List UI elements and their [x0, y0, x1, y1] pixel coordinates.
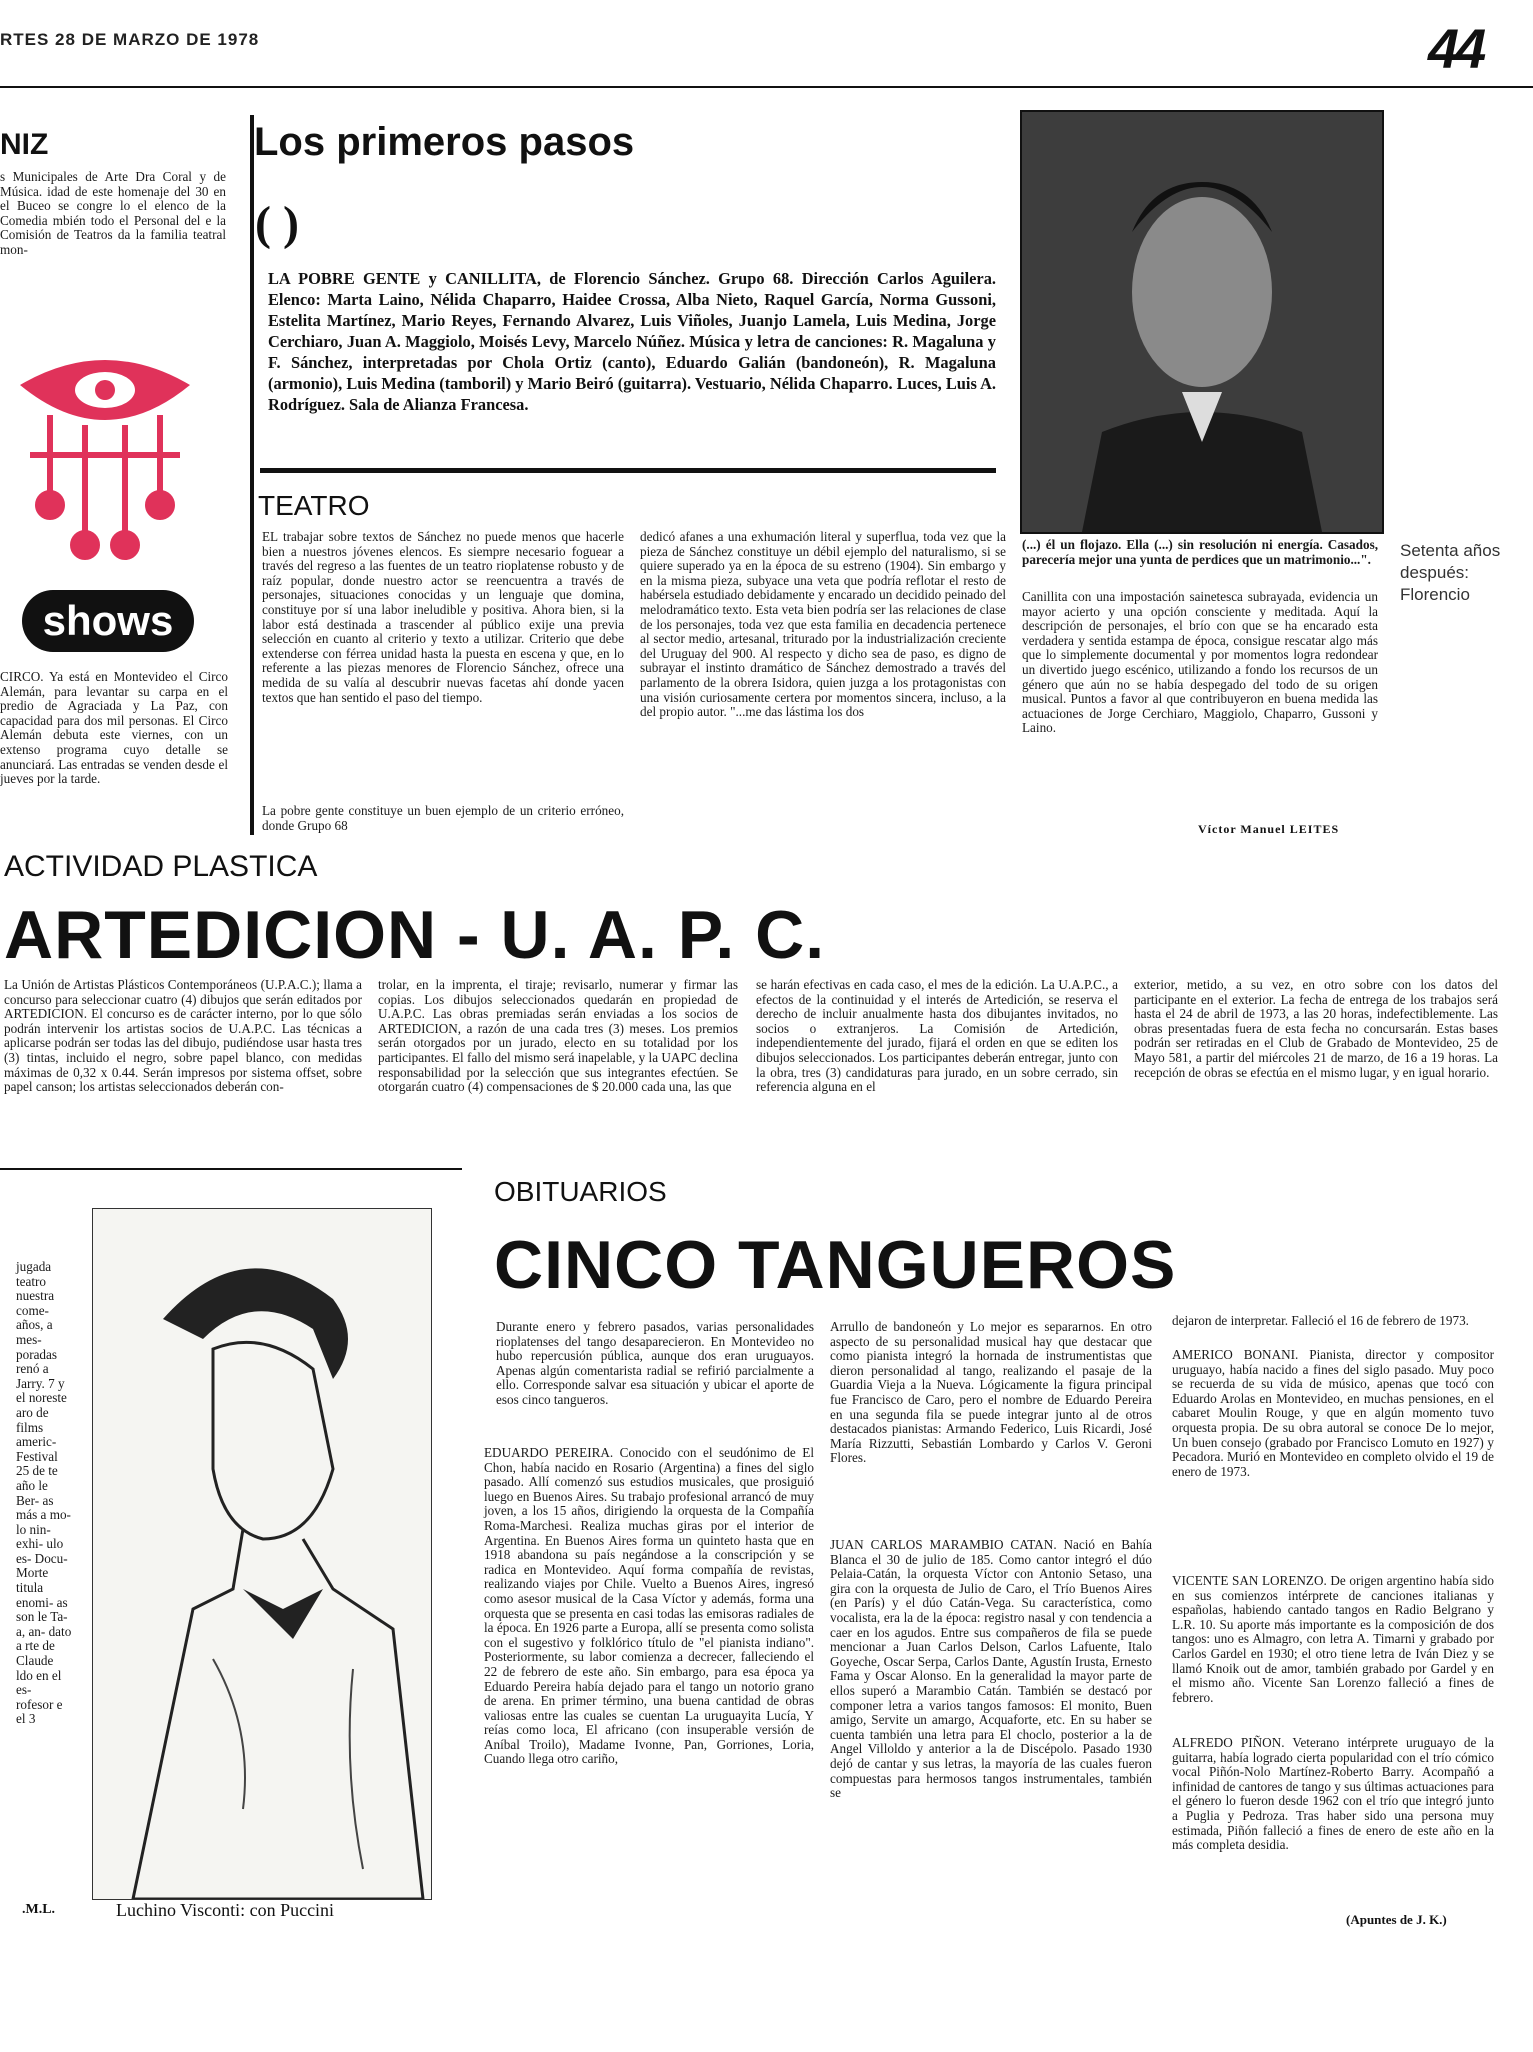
obituarios-col3b: AMERICO BONANI. Pianista, director y compositor uruguayo, había nacido a fines del siglo pasado. Muy poco se recuerda de su vida de músico, apenas que tocó con Eduardo Arolas en Montevideo, en muchas pensiones, en el cabaret Moulin Rouge, y que en algún momento tuvo orquesta propia. De su obra autoral se conoce De lo mejor, Un buen consejo (grabado por Francisco Lomuto en 1927) y Pecadora. Murió en Montevideo en completo olvido el 19 de enero de 1973.: [1172, 1347, 1494, 1479]
shows-text: CIRCO. Ya está en Montevideo el Circo Alemán, para levantar su carpa en el predio de Agraciada y La Paz, con capacidad para dos mil personas. El Circo Alemán debuta este viernes, con un extenso programa cuyo detalle se anunciará. Las entradas se venden desde el jueves por la tarde.: [0, 669, 228, 787]
teatro-title: Los primeros pasos: [254, 120, 635, 164]
eye-illustration: [10, 345, 200, 570]
obituarios-col3: dejaron de interpretar. Falleció el 16 de febrero de 1973.: [1172, 1313, 1469, 1328]
plastica-col4: exterior, metido, a su vez, en otro sobre con los datos del participante en el exterior. La fecha de entrega de los trabajos será hasta el 24 de abril de 1973, a las 20 horas, indefectiblemente. Las obras presentadas fuera de esta fecha no concursarán. Estas bases podrán ser retiradas en el Club de Grabado de Montevideo, 25 de Mayo 581, a partir del miércoles 21 de marzo, de 16 a 19 horas. La recepción de obras se efectúa en el mismo lugar, y en igual horario.: [1134, 977, 1498, 1080]
play-credits: LA POBRE GENTE y CANILLITA, de Florencio Sánchez. Grupo 68. Dirección Carlos Aguilera. Elenco: Marta Laino, Nélida Chaparro, Haidee Crossa, Alba Nieto, Raquel García, Norma Gussoni, Estelita Martínez, Mario Reyes, Fernando Alvarez, Luis Viñoles, Juanjo Lamela, Luis Medina, Jorge Cerchiaro, Juan A. Maggiolo, Moisés Levy, Marcelo Núñez. Música y letra de canciones: R. Magaluna y F. Sánchez, interpretadas por Chola Ortiz (canto), Eduardo Galián (bandoneón), R. Magaluna (armonio), Luis Medina (tamboril) y Mario Beiró (guitarra). Vestuario, Nélida Chaparro. Luces, Luis A. Rodríguez. Sala de Alianza Francesa.: [268, 269, 996, 414]
left-bottom-box: [0, 1168, 462, 1170]
teatro-signature: Víctor Manuel LEITES: [1198, 822, 1340, 836]
plastica-col2: trolar, en la imprenta, el tiraje; revisarlo, numerar y firmar las copias. Los dibujos seleccionados quedarán en propiedad de U.A.P.C. Las obras premiadas serán enviadas a los socios de ARTEDICION, a razón de una cada tres (3) meses. Los premios serán otorgados por un jurado, electo en su totalidad por los participantes. El fallo del mismo será inapelable, y la UAPC declina responsabilidad por la selección que sus integrantes efectúen. Se otorgarán cuatro (4) compensaciones de $ 20.000 cada una, las que: [378, 977, 738, 1095]
obituarios-signature: (Apuntes de J. K.): [1346, 1912, 1447, 1927]
photo-caption: Setenta años después: Florencio: [1400, 541, 1501, 604]
left-bottom-text: jugada teatro nuestra come- años, a mes- poradas renó a Jarry. 7 y el noreste aro de films americ- Festival 25 de te año le Ber- as más a mo- lo nin- exhi- ulo es- Docu- Morte titula enomi- as son le Ta- a, an- dato a rte de Claude ldo en el es- rofesor e el 3: [16, 1259, 72, 1727]
teatro-col1b: La pobre gente constituye un buen ejemplo de un criterio erróneo, donde Grupo 68: [262, 803, 624, 833]
teatro-section-label: TEATRO: [258, 490, 370, 521]
teatro-col3: (...) él un flojazo. Ella (...) sin resolución ni energía. Casados, parecería mejor una yunta de perdices que un matrimonio...".: [1022, 537, 1378, 567]
page-number: 44: [1428, 17, 1483, 80]
obituarios-col2: Arrullo de bandoneón y Lo mejor es separarnos. En otro aspecto de su personalidad musical hay que destacar que como pianista integró la hornada de instrumentistas que dieron personalidad al tango, realizando el pasaje de la Guardia Vieja a la Nueva. Lógicamente la figura principal fue Francisco de Caro, pero el nombre de Eduardo Pereira en una segunda fila se puede integrar junto al de otros destacados pianistas: Armando Federico, Luis Ricardi, José María Rizzutti, Sebastián Lombardo y Carlos V. Geroni Flores.: [830, 1319, 1152, 1466]
left-column-text: s Municipales de Arte Dra Coral y de Música. idad de este homenaje del 30 en el Buceo se congre lo el elenco de la Comedia mbién todo el Personal del e la Comisión de Teatros da la familia teatral mon-: [0, 169, 226, 257]
teatro-col2: dedicó afanes a una exhumación literal y superflua, toda vez que la pieza de Sánchez constituye un débil ejemplo del naturalismo, si se quiere superado ya en la época de su estreno (1904). Sin embargo y en la misma pieza, subyace una veta que podría reflotar el resto de habérsela estudiado debidamente y encarado un decidido peinado del melodramático texto. Esta veta bien podría ser las relaciones de clase de los personajes, toda vez que esta familia en decadencia pertenece al sector medio, artesanal, triturado por la industrialización creciente del Uruguay del 900. Al respecto y dicho sea de paso, es digno de subrayar el instinto dramático de Sánchez demostrado a través del parlamento de la obrera Isidora, quien juzga a los protagonistas con una visión curiosamente certera por momentos sincera, incluso, a la del propio autor. "...me das lástima los dos: [640, 529, 1006, 720]
plastica-col3: se harán efectivas en cada caso, el mes de la edición. La U.A.P.C., a efectos de la continuidad y el interés de Artedición, se reserva el derecho de incluir anualmente hasta dos dibujantes invitados, no socios o extranjeros. La Comisión de Artedición, independientemente del jurado, fijará el orden en que se editen los dibujos seleccionados. Los participantes deberán entregar, junto con la obra, tres (3) candidaturas para jurado, en un sobre cerrado, sin referencia alguna en el: [756, 977, 1118, 1095]
obituarios-col3c: VICENTE SAN LORENZO. De origen argentino había sido en sus comienzos intérprete de canciones italianas y españolas, habiendo cantado tangos en Radio Belgrano y L.R. 10. Su aporte más importante es la composición de dos tangos: uno es Almagro, con letra A. Timarni y grabado por Carlos Gardel en 1930; el otro tiene letra de Iván Diez y se llamó Knoik out de amor, también grabado por Gardel y en el mismo año. Vicente San Lorenzo falleció a fines de febrero.: [1172, 1573, 1494, 1705]
page-header: [0, 0, 1533, 90]
obituarios-col2b: JUAN CARLOS MARAMBIO CATAN. Nació en Bahía Blanca el 30 de julio de 185. Como cantor integró el dúo Pelaia-Catán, la orquesta Víctor con Antonio Setaso, una gira con la orquesta de Julio de Caro, el Trío Buenos Aires (en París) y el dúo Catán-Vega. Su característica, como vocalista, era la de la época: registro nasal y con tendencia a caer en los agudos. Entre sus compañeros de fila se puede mencionar a Juan Carlos Delson, Carlos Lafuente, Italo Goyeche, Oscar Serpa, Carlos Dante, Agustín Irusta, Ernesto Fama y Oscar Alonso. En la generalidad la mayor parte de ellos superó a Marambio Catán. También se destacó por componer letra a varios tangos famosos: El monito, Buen amigo, Servite un amargo, Acquaforte, etc. En su haber se cuenta también una letra para El choclo, posterior a la de Angel Villoldo y anterior a la de Discépolo. Pasado 1930 dejó de cantar y sus letras, la mayoría de las cuales fueron compuestas para hermosos tangos instrumentales, también se: [830, 1537, 1152, 1801]
obituarios-col1: Durante enero y febrero pasados, varias personalidades rioplatenses del tango desaparecieron. En Montevideo no hubo repercusión pública, aunque dos eran uruguayos. Apenas algún comentarista radial se refirió parcialmente a ello. Corresponde salvar esa situación y ubicar el aporte de esos cinco tangueros.: [496, 1319, 814, 1407]
credits-rule: [260, 468, 996, 473]
teatro-top-rule: [250, 115, 254, 835]
obituarios-col3d: ALFREDO PIÑON. Veterano intérprete uruguayo de la guitarra, había logrado cierta popularidad con el trío cómico vocal Piñón-Nolo Martínez-Roberto Barry. Acompañó a infinidad de cantores de tango y sus últimas actuaciones para el género lo fueron desde 1962 con el trío que integró junto a Puglia y Pedroza. Tras haber sido una persona muy estimada, Piñón falleció a fines de enero de este año en la más completa desidia.: [1172, 1735, 1494, 1853]
visconti-portrait: [92, 1208, 432, 1900]
florencio-photo: [1020, 110, 1384, 534]
plastica-section-label: ACTIVIDAD PLASTICA: [4, 850, 318, 883]
obituarios-col1b: EDUARDO PEREIRA. Conocido con el seudónimo de El Chon, había nacido en Rosario (Argentina) a fines del siglo pasado. Allí comenzó sus estudios musicales, que prosiguió luego en Buenos Aires. Su trabajo profesional arrancó de muy joven, a los 15 años, dirigiendo la orquesta de la Compañía Roma-Marchesi. Realiza muchas giras por el interior de Argentina. En Buenos Aires forma un quinteto hasta que en 1918 abandona su país negándose a la conscripción y se radica en Montevideo. Aquí forma compañía de revistas, realizando viajes por Chile. Vuelto a Buenos Aires, ingresó como asesor musical de la Casa Víctor y además, forma una orquesta que se presenta en casi todas las emisoras radiales de la época. En 1926 parte a Europa, allí se presenta como solista con el sugestivo y folklórico título de "el pianista indiano". Posteriormente, su labor comienza a decrecer, falleciendo el 22 de febrero de este año. Sin embargo, para esa época ya Eduardo Pereira había dejado para el tango un notorio grano de arena. En primer término, una buena cantidad de obras valiosas entre las cuales se cuentan La uruguayita Lucía, Y reías como loca, El africano (con insuperable versión de Aníbal Troilo), Madame Ivonne, Pan, Gorriones, Loria, Cuando llega otro cariño,: [484, 1445, 814, 1767]
shows-badge: [22, 590, 194, 652]
plastica-col1: La Unión de Artistas Plásticos Contemporáneos (U.P.A.C.); llama a concurso para seleccionar cuatro (4) dibujos que serán editados por ARTEDICION. El concurso es de carácter interno, por lo que sólo podrán intervenir los artistas socios de U.A.P.C. Las técnicas a aplicarse podrán ser todas las del dibujo, pudiéndose usar hasta tres (3) tintas, incluido el negro, sobre papel blanco, con medidas máximas de 0,32 x 0.44. Serán impresos por sistema offset, sobre papel canson; los artistas seleccionados deberán con-: [4, 977, 362, 1095]
obituarios-title: CINCO TANGUEROS: [494, 1227, 1177, 1303]
teatro-col3b: Canillita con una impostación sainetesca subrayada, evidencia un mayor acierto y una opción consciente y meditada. Aquí la descripción de personajes, el brío con que se ha encarado esta verdadera y sentida estampa de época, consigue rescatar algo más que lo simplemente documental y por momentos logra redondear un divertido juego escénico, utilizando a fondo los recursos de un género que aún no se había despegado del todo de su origen musical. Puntos a favor al que contribuyeron en buena medida las actuaciones de Jorge Cerchiaro, Maggiolo, Chaparro, Gussoni y Laino.: [1022, 589, 1378, 736]
header-date: RTES 28 DE MARZO DE 1978: [0, 30, 260, 49]
left-bottom-sign: .M.L.: [22, 1902, 56, 1917]
shows-badge-label: shows: [42, 597, 174, 644]
left-column-heading: NIZ: [0, 128, 49, 161]
header-rule: [0, 86, 1533, 88]
bracket-symbol: ( ): [255, 197, 299, 250]
teatro-col1: EL trabajar sobre textos de Sánchez no puede menos que hacerle bien a nuestros jóvenes elencos. Es siempre necesario foguear a través del regreso a las fuentes de un teatro rioplatense robusto y de raíz popular, donde nuestro actor se reencuentra a través de personajes, situaciones conocidas y un lenguaje que domina, constituye por sí una labor ineludible y positiva. Ahora bien, si la labor está destinada a trascender al público exije una previa selección en cuanto al criterio y texto a utilizar. Criterio que debe extenderse con férrea unidad hasta la puesta en escena y que, en lo referente a las piezas menores de Florencio Sánchez, ofrece una medida de su valía al descubrir nuevas facetas ahí donde yacen textos que han sentido el paso del tiempo.: [262, 529, 624, 705]
obituarios-section-label: OBITUARIOS: [494, 1176, 667, 1207]
plastica-title: ARTEDICION - U. A. P. C.: [4, 897, 826, 973]
portrait-caption: Luchino Visconti: con Puccini: [116, 1900, 335, 1920]
